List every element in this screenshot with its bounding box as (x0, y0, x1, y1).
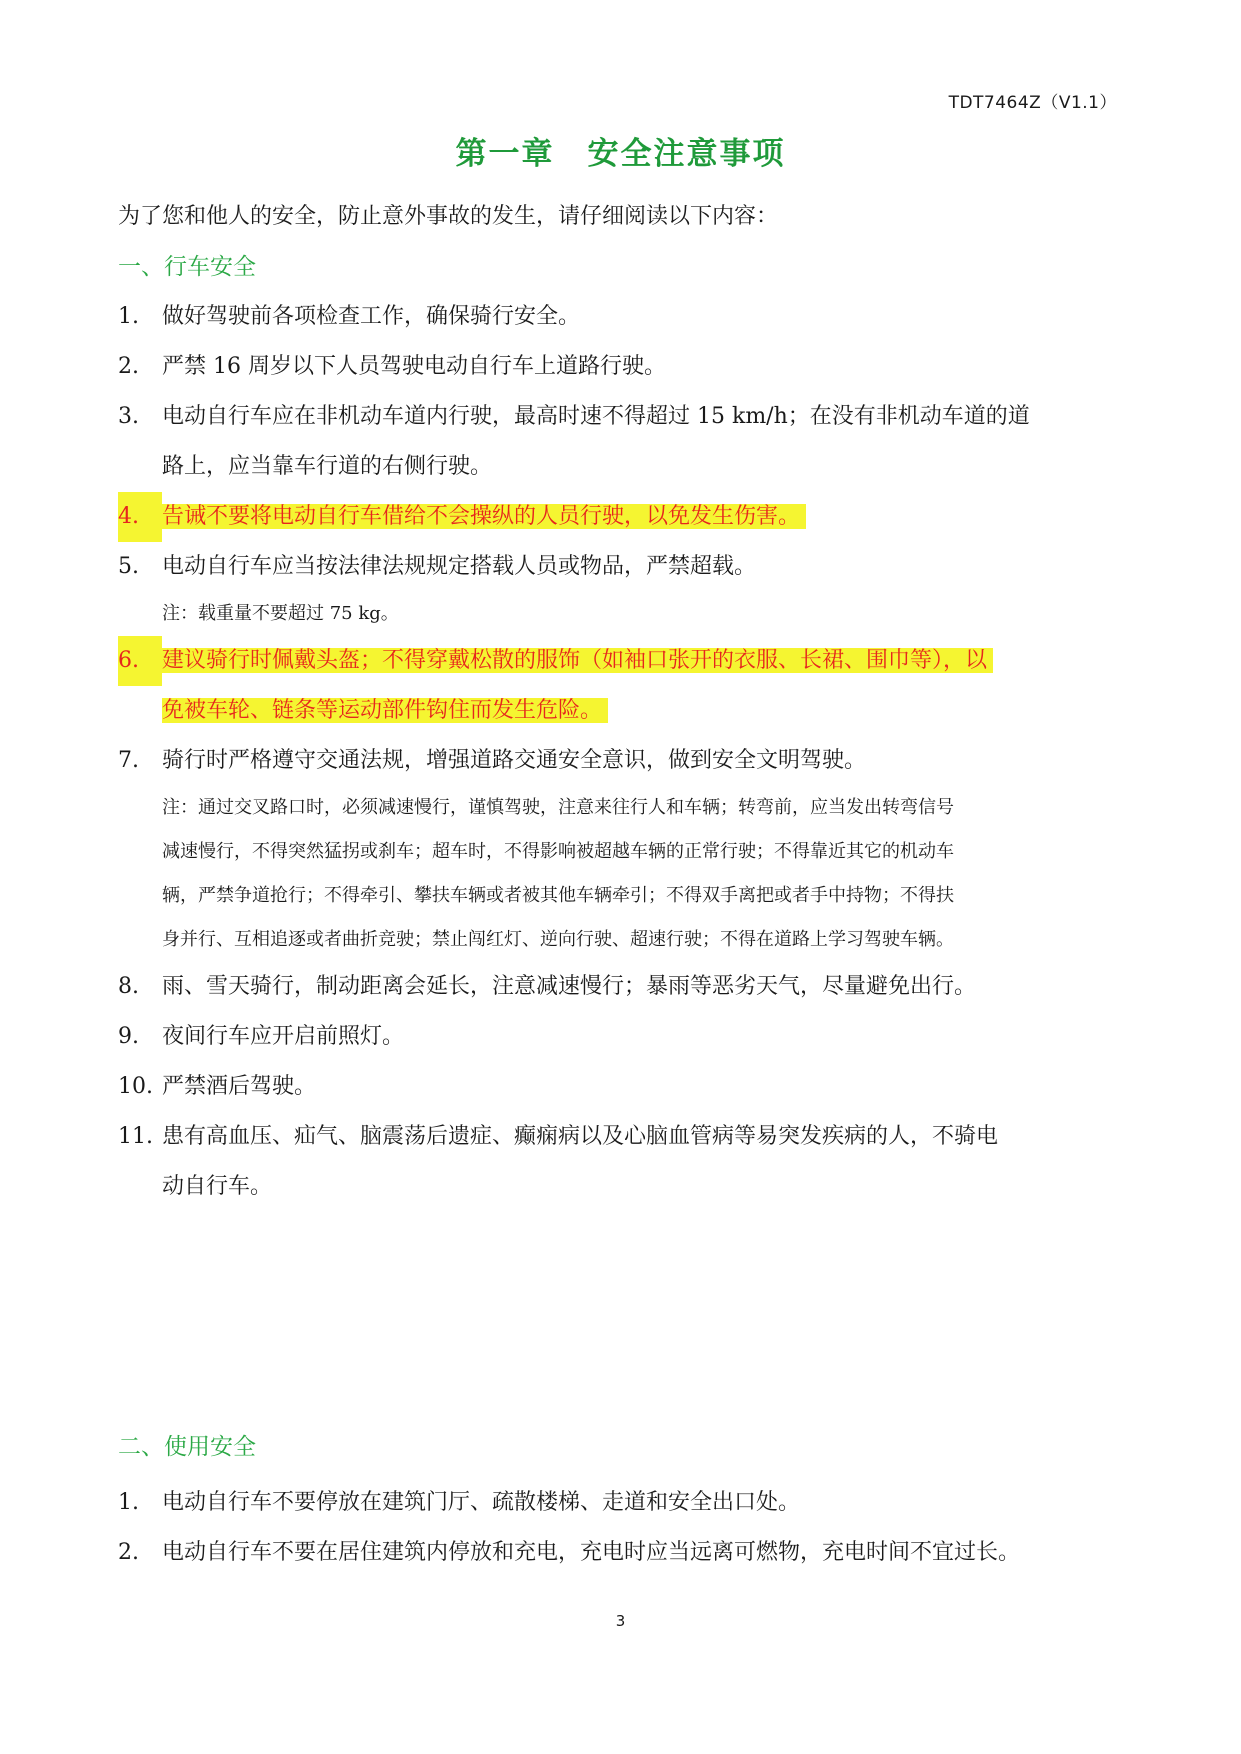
item-text-continued: 路上，应当靠车行道的右侧行驶。 (162, 454, 493, 479)
item-number: 9. (118, 1024, 139, 1049)
item-number: 6. (118, 636, 162, 686)
section-1 (118, 192, 1128, 1212)
item-number: 7. (118, 748, 139, 773)
item-number: 2. (118, 1540, 139, 1565)
list-item-6-warning (118, 636, 1128, 736)
section-title-usage-safety: 二、使用安全 (118, 1434, 256, 1460)
page-number: 3 (615, 1612, 626, 1630)
list-item-7 (118, 736, 1128, 786)
list-item-3 (118, 392, 1128, 492)
list-item-4-warning (118, 492, 1128, 542)
section-2 (118, 1422, 1128, 1578)
note-line: 辆，严禁争道抢行；不得牵引、攀扶车辆或者被其他车辆牵引；不得双手离把或者手中持物；不得扶 (162, 885, 954, 906)
list-item-2 (118, 342, 1128, 392)
note-line: 注：通过交叉路口时，必须减速慢行，谨慎驾驶，注意来往行人和车辆；转弯前，应当发出转弯信号 (162, 797, 954, 818)
list-item-11 (118, 1112, 1128, 1212)
note-text: 载重量不要超过 75 kg。 (198, 603, 399, 624)
note-line: 减速慢行，不得突然猛拐或刹车；超车时，不得影响被超越车辆的正常行驶；不得靠近其它的机动车 (162, 841, 954, 862)
chapter-title: 第一章 安全注意事项 (455, 136, 786, 172)
list-item-1 (118, 292, 1128, 342)
item-text: 雨、雪天骑行，制动距离会延长，注意减速慢行；暴雨等恶劣天气，尽量避免出行。 (162, 974, 977, 999)
list-item-1 (118, 1478, 1128, 1528)
item-number: 4. (118, 492, 162, 542)
warning-text: 告诫不要将电动自行车借给不会操纵的人员行驶，以免发生伤害。 (162, 504, 806, 529)
document-code: TDT7464Z（V1.1） (948, 93, 1117, 113)
list-item-10 (118, 1062, 1128, 1112)
list-item-5 (118, 542, 1128, 592)
item-number: 5. (118, 554, 139, 579)
item-text: 电动自行车不要停放在建筑门厅、疏散楼梯、走道和安全出口处。 (162, 1490, 801, 1515)
item-text: 电动自行车不要在居住建筑内停放和充电，充电时应当远离可燃物，充电时间不宜过长。 (162, 1540, 1021, 1565)
item-number: 1. (118, 304, 139, 329)
item-text: 骑行时严格遵守交通法规，增强道路交通安全意识，做到安全文明驾驶。 (162, 748, 867, 773)
item-number: 8. (118, 974, 139, 999)
list-item-2 (118, 1528, 1128, 1578)
note-traffic-rules (118, 786, 1128, 962)
list-item-8 (118, 962, 1128, 1012)
item-text: 患有高血压、疝气、脑震荡后遗症、癫痫病以及心脑血管病等易突发疾病的人，不骑电 (162, 1124, 999, 1149)
note-load-limit (118, 592, 1128, 636)
item-text: 电动自行车应当按法律法规规定搭载人员或物品，严禁超载。 (162, 554, 757, 579)
item-number: 3. (118, 404, 139, 429)
item-text: 做好驾驶前各项检查工作，确保骑行安全。 (162, 304, 581, 329)
list-item-9 (118, 1012, 1128, 1062)
note-line: 身并行、互相追逐或者曲折竞驶；禁止闯红灯、逆向行驶、超速行驶；不得在道路上学习驾驶车辆。 (162, 929, 954, 950)
warning-text-continued: 免被车轮、链条等运动部件钩住而发生危险。 (162, 698, 608, 723)
item-text: 严禁 16 周岁以下人员驾驶电动自行车上道路行驶。 (162, 354, 666, 379)
section-title-driving-safety: 一、行车安全 (118, 254, 256, 280)
note-label: 注： (162, 603, 198, 624)
item-text: 严禁酒后驾驶。 (162, 1074, 317, 1099)
intro-text: 为了您和他人的安全，防止意外事故的发生，请仔细阅读以下内容： (118, 204, 779, 229)
item-number: 1. (118, 1490, 139, 1515)
item-number: 2. (118, 354, 139, 379)
item-text-continued: 动自行车。 (162, 1174, 273, 1199)
item-number: 10. (118, 1074, 153, 1099)
item-text: 电动自行车应在非机动车道内行驶，最高时速不得超过 15 km/h；在没有非机动车道的道 (162, 404, 1030, 429)
item-number: 11. (118, 1124, 153, 1149)
item-text: 夜间行车应开启前照灯。 (162, 1024, 405, 1049)
warning-text: 建议骑行时佩戴头盔；不得穿戴松散的服饰（如袖口张开的衣服、长裙、围巾等），以 (162, 648, 993, 673)
